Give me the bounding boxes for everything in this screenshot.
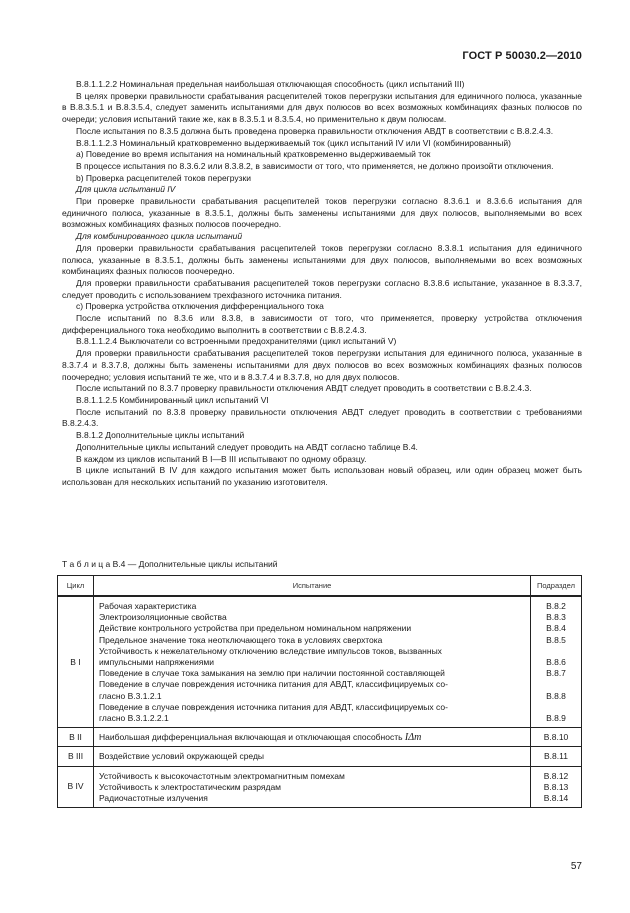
test-line: Поведение в случае повреждения источника питания для АВДТ, классифицируемых со- bbox=[99, 701, 448, 712]
section-cell bbox=[531, 728, 582, 747]
table-row bbox=[58, 747, 582, 766]
header-test: Испытание bbox=[94, 576, 531, 597]
paragraph: После испытаний по 8.3.8 проверку правильности отключения АВДТ следует проводить в соответствии с требованиями В.8.2.4.3. bbox=[62, 406, 582, 429]
paragraph: В процессе испытания по 8.3.6.2 или 8.3.8.2, в зависимости от того, что применяется, не должно произойти отключения. bbox=[76, 160, 554, 171]
section-ref: В.8.7 bbox=[546, 668, 566, 679]
test-cell bbox=[94, 596, 531, 728]
test-line: Устойчивость к электростатическим разрядам bbox=[99, 781, 282, 792]
test-name bbox=[99, 612, 524, 623]
test-line: Поведение в случае повреждения источника питания для АВДТ, классифицируемых со- bbox=[99, 679, 448, 690]
test-cell bbox=[94, 766, 531, 808]
paragraph: с) Проверка устройства отключения дифференциального тока bbox=[76, 301, 324, 312]
table-header-row bbox=[58, 576, 582, 597]
section-spacer bbox=[533, 646, 579, 657]
test-name bbox=[99, 668, 524, 679]
paragraph: Для проверки правильности срабатывания расцепителей токов перегрузки испытания для единичного полюса, указанные в 8.3.7.4 и 8.3.7.8, должны быть заменены испытаниями для двух полюсов во всех возможных комбинациях фазных полюсов поочередно; условия испытаний те же, что и в 8.3.7.4 и 8.3.7.8, но для двух полюсов. bbox=[62, 348, 582, 382]
section-ref: В.8.6 bbox=[546, 657, 566, 668]
table-caption: Т а б л и ц а В.4 — Дополнительные циклы испытаний bbox=[62, 559, 278, 569]
test-name bbox=[99, 771, 524, 782]
paragraph: При проверке правильности срабатывания расцепителей токов перегрузки согласно 8.3.6.1 и 8.3.6.6 испытания для единичного полюса, указанные в 8.3.5.1, должны быть заменены испытаниями для двух полюсов, выполняемыми во всех возможных комбинациях фазных полюсов поочередно. bbox=[62, 196, 582, 230]
paragraph: В.8.1.1.2.3 Номинальный кратковременно выдерживаемый ток (цикл испытаний IV или VI (комбинированный) bbox=[76, 137, 511, 148]
paragraph: Для проверки правильности срабатывания расцепителей токов перегрузки согласно 8.3.8.1 испытания для единичного полюса, указанные в 8.3.5.1, должны быть заменены испытаниями для двух полюсов, выполняемыми во всех возможных комбинациях фазных полюсов поочередно. bbox=[62, 242, 582, 277]
residual-current-symbol: IΔm bbox=[404, 732, 422, 744]
test-line: импульсными напряжениями bbox=[99, 657, 214, 668]
body-text bbox=[62, 79, 582, 489]
section-ref: В.8.9 bbox=[546, 713, 566, 724]
test-name bbox=[99, 679, 524, 690]
paragraph: а) Поведение во время испытания на номинальный кратковременно выдерживаемый ток bbox=[76, 149, 431, 160]
test-name bbox=[99, 635, 524, 646]
section-cell bbox=[531, 766, 582, 808]
test-line: Поведение в случае тока замыкания на землю при наличии постоянной составляющей bbox=[99, 668, 445, 679]
test-line: Электроизоляционные свойства bbox=[99, 612, 227, 623]
table-row bbox=[58, 596, 582, 728]
test-cell bbox=[94, 747, 531, 766]
section-spacer bbox=[533, 679, 579, 690]
test-name bbox=[99, 732, 524, 743]
paragraph: После испытаний по 8.3.7 проверку правильности отключения АВДТ следует проводить в соответствии с В.8.2.4.3. bbox=[76, 383, 532, 394]
test-name bbox=[99, 623, 524, 634]
test-line: гласно В.3.1.2.2.1 bbox=[99, 713, 169, 724]
section-ref: В.8.10 bbox=[543, 732, 569, 743]
paragraph: В.8.1.1.2.2 Номинальная предельная наибольшая отключающая способность (цикл испытаний III) bbox=[76, 79, 465, 89]
section-ref: В.8.12 bbox=[543, 770, 569, 781]
section-ref: В.8.13 bbox=[543, 781, 569, 792]
document-header: ГОСТ Р 50030.2—2010 bbox=[462, 50, 582, 62]
table-b4 bbox=[57, 575, 582, 808]
section-ref: В.8.3 bbox=[546, 612, 566, 623]
cycle-cell: В III bbox=[58, 747, 94, 766]
test-line: Рабочая характеристика bbox=[99, 601, 197, 611]
header-cycle: Цикл bbox=[58, 576, 94, 597]
table-row bbox=[58, 728, 582, 747]
header-section: Подраздел bbox=[531, 576, 582, 597]
paragraph: b) Проверка расцепителей токов перегрузки bbox=[76, 172, 252, 183]
paragraph: В цикле испытаний В IV для каждого испытания может быть использован новый образец, или один образец может быть использован для нескольких испытаний по указанию изготовителя. bbox=[62, 465, 582, 487]
paragraph: В.8.1.1.2.5 Комбинированный цикл испытаний VI bbox=[76, 394, 269, 405]
section-ref: В.8.2 bbox=[546, 601, 566, 611]
test-line: Наибольшая дифференциальная включающая и отключающая способность bbox=[99, 732, 403, 743]
paragraph: В.8.1.2 Дополнительные циклы испытаний bbox=[76, 430, 245, 441]
test-line: Действие контрольного устройства при предельном номинальном напряжении bbox=[99, 623, 412, 634]
test-name bbox=[99, 657, 524, 668]
section-ref: В.8.5 bbox=[546, 634, 566, 645]
paragraph: В целях проверки правильности срабатывания расцепителей токов перегрузки испытания для единичного полюса, указанные в В.8.3.5.1 и В.8.3.5.4, следует заменить испытаниями для двух полюсов во всех возможных комбинациях фазных полюсов по очереди; условия испытаний такие же, как в 8.3.5.1 и 8.3.5.4, но применительно к двум полюсам. bbox=[62, 90, 582, 125]
test-line: гласно В.3.1.2.1 bbox=[99, 690, 162, 701]
paragraph: В каждом из циклов испытаний В I—В III испытывают по одному образцу. bbox=[76, 453, 367, 464]
cycle-cell: В I bbox=[58, 596, 94, 728]
section-ref: В.8.4 bbox=[546, 623, 566, 634]
paragraph: Для цикла испытаний IV bbox=[76, 184, 176, 195]
paragraph: После испытаний по 8.3.6 или 8.3.8, в зависимости от того, что применяется, проверку устройства отключения дифференциального тока необходимо выполнить в соответствии с В.8.2.4.3. bbox=[62, 313, 582, 335]
paragraph: В.8.1.1.2.4 Выключатели со встроенными предохранителями (цикл испытаний V) bbox=[76, 336, 397, 347]
test-name bbox=[99, 702, 524, 713]
section-cell bbox=[531, 747, 582, 766]
test-line: Устойчивость к нежелательному отключению вследствие импульсов токов, вызванных bbox=[99, 645, 442, 656]
section-spacer bbox=[533, 702, 579, 713]
cycle-cell: В II bbox=[58, 728, 94, 747]
test-name bbox=[99, 691, 524, 702]
section-ref: В.8.14 bbox=[543, 793, 569, 804]
page-number: 57 bbox=[570, 861, 582, 872]
test-line: Устойчивость к высокочастотным электромагнитным помехам bbox=[99, 770, 345, 781]
section-ref: В.8.11 bbox=[544, 751, 568, 762]
paragraph: После испытания по 8.3.5 должна быть проведена проверка правильности отключения АВДТ в соответствии с В.8.2.4.3. bbox=[76, 125, 554, 136]
test-line: Воздействие условий окружающей среды bbox=[99, 751, 265, 762]
test-name bbox=[99, 751, 524, 762]
section-ref: В.8.8 bbox=[546, 690, 566, 701]
test-name bbox=[99, 782, 524, 793]
paragraph: Для проверки правильности срабатывания расцепителей токов перегрузки согласно 8.3.8.6 испытание, указанное в 8.3.3.7, следует проводить с использованием трехфазного источника питания. bbox=[62, 277, 582, 300]
paragraph: Для комбинированного цикла испытаний bbox=[76, 231, 243, 242]
table-row bbox=[58, 766, 582, 808]
table-body bbox=[58, 596, 582, 808]
paragraph: Дополнительные циклы испытаний следует проводить на АВДТ согласно таблице В.4. bbox=[76, 441, 418, 452]
cycle-cell: В IV bbox=[58, 766, 94, 808]
section-cell bbox=[531, 596, 582, 728]
test-line: Предельное значение тока неотключающего тока в условиях сверхтока bbox=[99, 634, 383, 645]
test-name bbox=[99, 793, 524, 804]
test-name bbox=[99, 646, 524, 657]
test-name bbox=[99, 601, 524, 612]
test-name bbox=[99, 713, 524, 724]
test-cell bbox=[94, 728, 531, 747]
test-line: Радиочастотные излучения bbox=[99, 793, 208, 804]
